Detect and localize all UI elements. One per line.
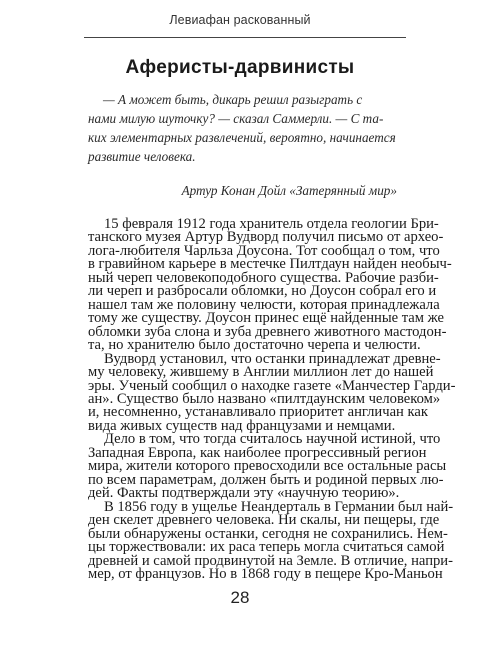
epigraph-line: развитие человека.: [88, 149, 196, 164]
running-header: Левиафан раскованный: [169, 13, 311, 27]
body-line: цы торжествовали: их раса теперь могла считаться самой: [88, 539, 445, 555]
chapter-title: Аферисты-дарвинисты: [125, 57, 355, 78]
body-line: 15 февраля 1912 года хранитель отдела геологии Бри-: [104, 216, 439, 232]
body-line: тому же существу. Доусон принес ещё найденные там же: [88, 310, 445, 326]
header-rule: [84, 37, 406, 38]
body-line: обломки зуба слона и зуба древнего животного мастодон-: [88, 324, 447, 340]
body-line: были обнаружены останки, сегодня не сохранились. Нем-: [88, 526, 448, 542]
body-line: танского музея Артур Вудворд получил письмо от архео-: [88, 229, 444, 245]
body-line: эры. Ученый сообщил о находке газете «Манчестер Гарди-: [88, 378, 456, 394]
body-line: ли череп и разбросали обломки, но Доусон собрал его и: [88, 283, 437, 299]
body-line: лога-любителя Чарльза Доусона. Тот сообщал о том, что: [88, 243, 440, 259]
body-line: мер, от французов. Но в 1868 году в пещере Кро-Маньон: [88, 566, 443, 582]
body-line: Вудворд установил, что останки принадлежат древне-: [104, 351, 441, 367]
body-line: и, несомненно, устанавливало приоритет англичан как: [88, 404, 428, 420]
body-line: та, но хранителю было достаточно черепа и челюсти.: [88, 337, 421, 353]
epigraph-attribution: Артур Конан Дойл «Затерянный мир»: [181, 183, 397, 198]
epigraph-line: — А может быть, дикарь решил разыграть с: [103, 92, 363, 107]
body-line: в гравийном карьере в местечке Пилтдаун найден необыч-: [88, 256, 452, 272]
body-line: ан». Существо было названо «пилтдаунским человеком»: [88, 391, 441, 407]
body-line: мира, жители которого превосходили все остальные расы: [88, 458, 447, 474]
epigraph-line: ких элементарных развлечений, вероятно, начинается: [88, 130, 396, 145]
body-line: дей. Факты подтверждали эту «научную теорию».: [88, 485, 400, 501]
body-line: му человеку, жившему в Англии миллион лет до нашей: [88, 364, 434, 380]
body-line: Западная Европа, как наиболее прогрессивный регион: [88, 445, 427, 461]
epigraph-line: нами милую шуточку? — сказал Саммерли. — С та-: [88, 111, 384, 126]
body-line: В 1856 году в ущелье Неандерталь в Германии был най-: [104, 499, 454, 515]
body-line: ден скелет древнего человека. Ни скалы, ни пещеры, где: [88, 512, 440, 528]
body-line: Дело в том, что тогда считалось научной истиной, что: [104, 431, 441, 447]
body-line: вида живых существ над французами и немцами.: [88, 418, 396, 434]
body-line: по всем параметрам, должен быть и родиной первых лю-: [88, 472, 444, 488]
body-line: ный череп человекоподобного существа. Рабочие разби-: [88, 270, 439, 286]
body-line: древней и самой продвинутой на Земле. В отличие, напри-: [88, 553, 453, 569]
body-line: нашел там же половину челюсти, которая принадлежала: [88, 297, 440, 313]
page-number: 28: [230, 588, 250, 607]
